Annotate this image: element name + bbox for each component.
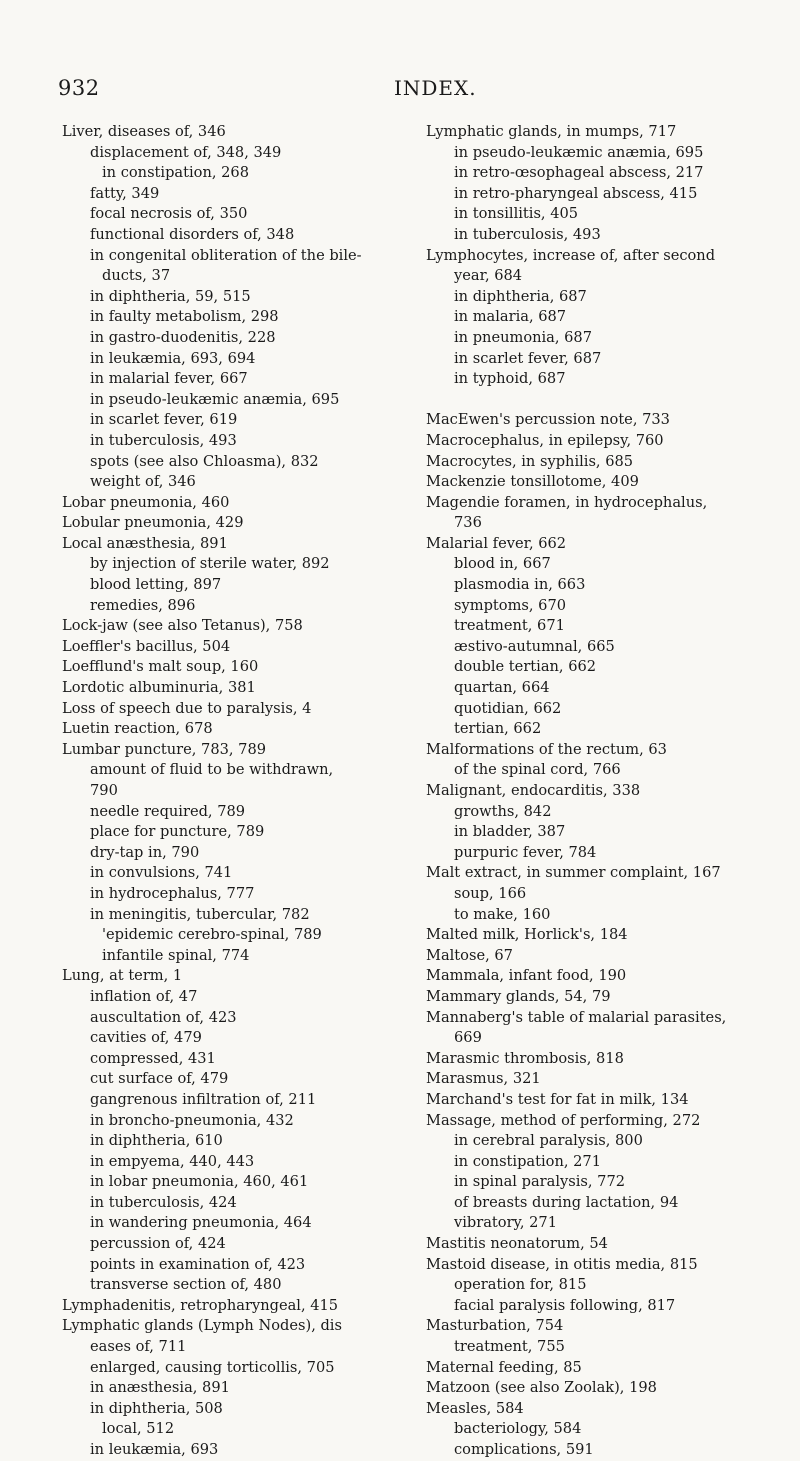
index-subentry: in bladder, 387 [454,823,566,841]
index-subentry: blood in, 667 [454,555,551,573]
index-subentry: growths, 842 [454,802,552,820]
index-subentry: cavities of, 479 [90,1029,202,1047]
index-subentry: place for puncture, 789 [90,823,265,841]
index-subentry: 736 [454,514,482,532]
index-entry: Malignant, endocarditis, 338 [426,782,641,799]
index-subentry: in constipation, 271 [454,1152,601,1170]
index-subentry: 669 [454,1029,482,1047]
index-entry: Lobular pneumonia, 429 [62,514,244,532]
index-subentry: in retro-œsophageal abscess, 217 [454,164,704,182]
index-entry: Mastitis neonatorum, 54 [426,1235,608,1253]
index-subentry: in tuberculosis, 493 [454,225,601,243]
index-subentry: percussion of, 424 [90,1235,226,1253]
index-subentry: year, 684 [454,267,523,285]
index-entry: Marasmus, 321 [426,1070,541,1088]
page-header [58,76,766,102]
index-subentry: weight of, 346 [90,473,196,491]
index-entry: Mannaberg's table of malarial parasites, [426,1008,727,1026]
index-column-right [426,122,774,1461]
index-subentry: in broncho-pneumonia, 432 [90,1111,294,1129]
index-subentry: in congenital obliteration of the bile- [90,246,362,264]
index-entry: Malformations of the rectum, 63 [426,740,667,758]
index-subentry: double tertian, 662 [454,658,597,676]
index-subentry: in pseudo-leukæmic anæmia, 695 [454,143,704,161]
index-subentry: in diphtheria, 610 [90,1132,223,1150]
index-subentry: purpuric fever, 784 [454,843,597,861]
index-subentry: in retro-pharyngeal abscess, 415 [454,184,698,202]
index-entry: Mastoid disease, in otitis media, 815 [426,1255,698,1273]
index-subentry: in typhoid, 687 [454,370,566,388]
index-subentry: of the spinal cord, 766 [454,761,621,779]
index-entry: Maternal feeding, 85 [426,1358,582,1376]
index-entry: Local anæsthesia, 891 [62,534,228,552]
index-subentry: symptoms, 670 [454,596,567,614]
index-entry: Loss of speech due to paralysis, 4 [62,699,312,717]
index-entry: MacEwen's percussion note, 733 [426,411,670,429]
index-subentry: facial paralysis following, 817 [454,1296,676,1314]
index-entry: Matzoon (see also Zoolak), 198 [426,1379,657,1397]
index-subentry: operation for, 815 [454,1276,587,1294]
index-entry: Lock-jaw (see also Tetanus), 758 [62,617,303,635]
index-entry: Lordotic albuminuria, 381 [62,679,256,697]
index-subentry: in scarlet fever, 687 [454,349,602,367]
index-subentry: quotidian, 662 [454,699,562,717]
index-subentry: treatment, 755 [454,1338,565,1356]
index-entry: Lymphatic glands, in mumps, 717 [426,123,677,140]
index-entry: Loeffler's bacillus, 504 [62,637,231,655]
index-column-left [62,122,398,1461]
index-subentry: in faulty metabolism, 298 [90,308,279,326]
index-entry: Luetin reaction, 678 [62,720,213,738]
index-subentry: to make, 160 [454,905,551,923]
index-subentry: in diphtheria, 59, 515 [90,287,251,305]
index-entry: Masturbation, 754 [426,1317,564,1335]
index-subentry: gangrenous infiltration of, 211 [90,1090,317,1108]
index-subentry: enlarged, causing torticollis, 705 [90,1358,335,1376]
index-subentry: plasmodia in, 663 [454,576,586,594]
index-subentry: compressed, 431 [90,1049,216,1067]
index-subentry: in diphtheria, 687 [454,287,587,305]
index-subentry: in tuberculosis, 493 [90,431,237,449]
index-subentry: infantile spinal, 774 [102,946,250,964]
index-entry: Mackenzie tonsillotome, 409 [426,473,639,491]
index-subentry: ducts, 37 [102,267,171,285]
index-subentry: eases of, 711 [90,1338,187,1356]
index-subentry: in leukæmia, 693 [90,1441,219,1458]
index-entry: Measles, 584 [426,1399,524,1417]
running-head: INDEX. [394,76,477,100]
index-subentry: in cerebral paralysis, 800 [454,1132,643,1150]
index-subentry: transverse section of, 480 [90,1276,282,1294]
index-entry: Lymphatic glands (Lymph Nodes), dis [62,1317,342,1335]
index-subentry: in spinal paralysis, 772 [454,1173,626,1191]
index-subentry: points in examination of, 423 [90,1255,306,1273]
index-subentry: in pseudo-leukæmic anæmia, 695 [90,390,340,408]
index-subentry: in hydrocephalus, 777 [90,884,255,902]
index-entry: Lymphadenitis, retropharyngeal, 415 [62,1296,339,1314]
index-entry: Loefflund's malt soup, 160 [62,658,259,676]
index-subentry: in convulsions, 741 [90,864,233,882]
entry-spacer [426,390,774,411]
index-entry: Magendie foramen, in hydrocephalus, [426,493,708,511]
index-subentry: in diphtheria, 508 [90,1399,223,1417]
index-subentry: in empyema, 440, 443 [90,1152,255,1170]
index-subentry: focal necrosis of, 350 [90,205,248,223]
index-entry: Malted milk, Horlick's, 184 [426,926,628,944]
index-subentry: fatty, 349 [90,184,160,202]
index-subentry: in leukæmia, 693, 694 [90,349,256,367]
index-subentry: blood letting, 897 [90,576,222,594]
index-subentry: amount of fluid to be withdrawn, [90,761,334,779]
index-entry: Liver, diseases of, 346 [62,123,226,140]
index-subentry: of breasts during lactation, 94 [454,1193,679,1211]
index-subentry: spots (see also Chloasma), 832 [90,452,319,470]
index-entry: Macrocephalus, in epilepsy, 760 [426,431,664,449]
index-subentry: soup, 166 [454,884,527,902]
index-subentry: æstivo-autumnal, 665 [454,637,615,655]
index-entry: Lung, at term, 1 [62,967,183,985]
index-subentry: dry-tap in, 790 [90,843,200,861]
index-subentry: functional disorders of, 348 [90,225,295,243]
index-entry: Lobar pneumonia, 460 [62,493,230,511]
index-subentry: in anæsthesia, 891 [90,1379,230,1397]
index-subentry: 790 [90,782,118,799]
index-subentry: in gastro-duodenitis, 228 [90,328,276,346]
index-subentry: in tonsillitis, 405 [454,205,579,223]
index-entry: Massage, method of performing, 272 [426,1111,701,1129]
index-entry: Mammala, infant food, 190 [426,967,627,985]
index-subentry: auscultation of, 423 [90,1008,237,1026]
index-subentry: needle required, 789 [90,802,246,820]
index-subentry: in constipation, 268 [102,164,249,182]
index-subentry: in meningitis, tubercular, 782 [90,905,310,923]
index-subentry: inflation of, 47 [90,987,198,1005]
index-entry: Marchand's test for fat in milk, 134 [426,1090,689,1108]
index-subentry: by injection of sterile water, 892 [90,555,330,573]
index-entry: Mammary glands, 54, 79 [426,987,611,1005]
index-subentry: bacteriology, 584 [454,1420,582,1438]
page-number: 932 [58,76,100,100]
index-entry: Malt extract, in summer complaint, 167 [426,864,721,882]
index-subentry: displacement of, 348, 349 [90,143,282,161]
index-entry: Macrocytes, in syphilis, 685 [426,452,634,470]
index-subentry: in malaria, 687 [454,308,567,326]
index-subentry: quartan, 664 [454,679,550,697]
index-subentry: local, 512 [102,1420,175,1438]
index-subentry: remedies, 896 [90,596,196,614]
index-entry: Lymphocytes, increase of, after second [426,246,716,264]
index-subentry: in malarial fever, 667 [90,370,248,388]
index-subentry: in pneumonia, 687 [454,328,593,346]
index-subentry: 'epidemic cerebro-spinal, 789 [102,926,322,944]
index-subentry: in wandering pneumonia, 464 [90,1214,312,1232]
index-subentry: in lobar pneumonia, 460, 461 [90,1173,309,1191]
index-entry: Lumbar puncture, 783, 789 [62,740,267,758]
index-entry: Malarial fever, 662 [426,534,567,552]
index-subentry: treatment, 671 [454,617,565,635]
index-entry: Marasmic thrombosis, 818 [426,1049,624,1067]
index-subentry: tertian, 662 [454,720,542,738]
index-entry: Maltose, 67 [426,946,513,964]
index-subentry: vibratory, 271 [454,1214,557,1232]
index-subentry: complications, 591 [454,1441,594,1458]
index-subentry: in tuberculosis, 424 [90,1193,237,1211]
index-subentry: cut surface of, 479 [90,1070,229,1088]
index-subentry: in scarlet fever, 619 [90,411,238,429]
